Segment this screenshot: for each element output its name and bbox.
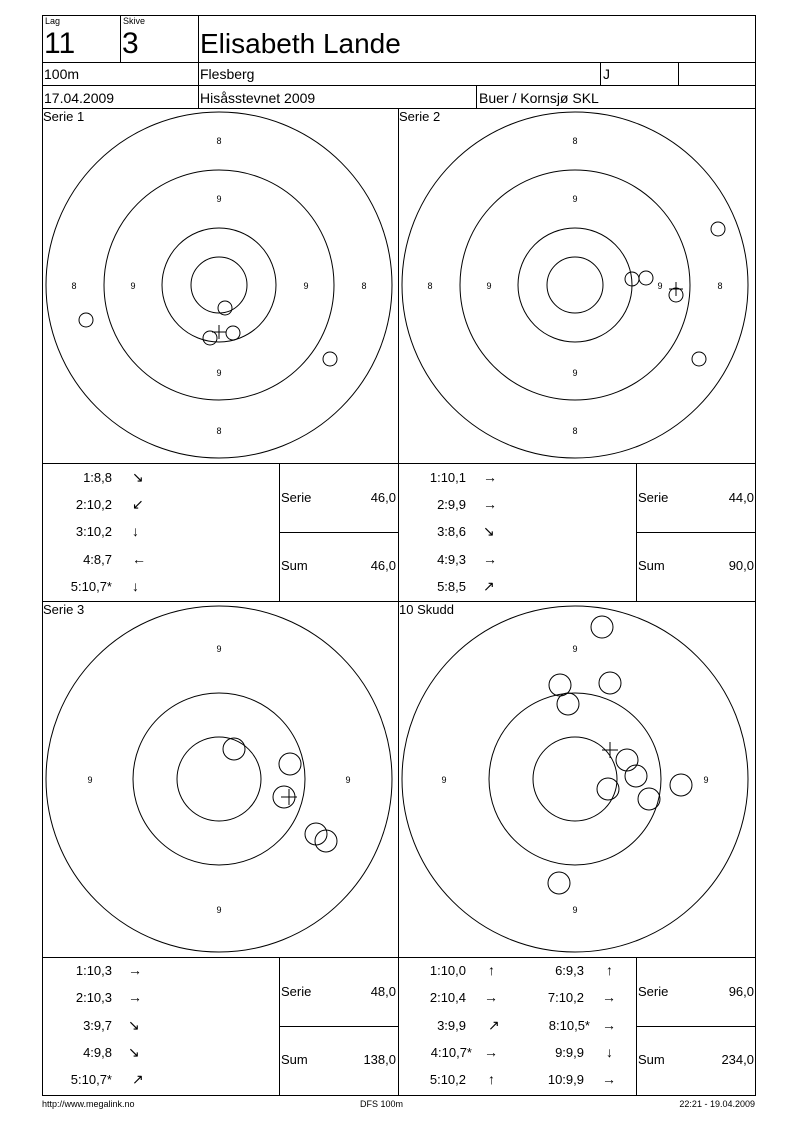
shot-row: 4:10,7* (430, 1045, 472, 1060)
serie-value: 96,0 (728, 984, 754, 999)
direction-arrow-icon: → (483, 496, 497, 512)
ring-label-9-bottom: 9 (216, 905, 222, 915)
ring-9 (104, 170, 334, 400)
shot-10 (548, 872, 570, 894)
direction-arrow-icon: → (128, 989, 142, 1005)
ring-label-9-bottom: 9 (572, 368, 578, 378)
sum-value: 90,0 (728, 558, 754, 573)
shot-row: 1:8,8 (83, 470, 112, 485)
direction-arrow-icon: ↑ (488, 962, 495, 978)
group-center-cross (669, 282, 683, 296)
distance: 100m (44, 66, 80, 82)
shot-4 (79, 313, 93, 327)
group-center-cross (281, 789, 297, 805)
direction-arrow-icon: ↘ (132, 469, 144, 485)
shot-row: 6:9,3 (555, 963, 584, 978)
direction-arrow-icon: → (484, 1044, 498, 1060)
footer-timestamp: 22:21 - 19.04.2009 (679, 1099, 755, 1109)
panel-title-serie-2: Serie 2 (399, 109, 441, 124)
ring-9 (46, 606, 392, 952)
serie-value: 48,0 (370, 984, 396, 999)
shot-5 (616, 749, 638, 771)
ring-label-8-left: 8 (71, 281, 77, 291)
shot-row: 2:10,4 (429, 990, 466, 1005)
ring-label-9-left: 9 (441, 775, 447, 785)
direction-arrow-icon: ↗ (483, 578, 495, 594)
direction-arrow-icon: ↓ (132, 578, 139, 594)
ring-label-9-bottom: 9 (572, 905, 578, 915)
direction-arrow-icon: ↓ (606, 1044, 613, 1060)
serie-label: Serie (281, 490, 312, 505)
sum-value: 138,0 (363, 1052, 396, 1067)
direction-arrow-icon: → (602, 989, 616, 1005)
ring-8 (402, 112, 748, 458)
ring-10 (489, 693, 661, 865)
shot-row: 9:9,9 (555, 1045, 584, 1060)
ring-9 (402, 606, 748, 952)
direction-arrow-icon: → (602, 1017, 616, 1033)
shot-row: 10:9,9 (547, 1072, 584, 1087)
ring-label-8-right: 8 (361, 281, 367, 291)
direction-arrow-icon: → (483, 469, 497, 485)
date: 17.04.2009 (44, 90, 115, 106)
serie-value: 46,0 (370, 490, 396, 505)
ring-label-8-top: 8 (216, 136, 222, 146)
direction-arrow-icon: → (602, 1071, 616, 1087)
direction-arrow-icon: ↗ (132, 1071, 144, 1087)
shot-1 (591, 616, 613, 638)
ring-label-9-right: 9 (657, 281, 663, 291)
direction-arrow-icon: ↘ (128, 1044, 140, 1060)
footer-url[interactable]: http://www.megalink.no (42, 1099, 135, 1109)
panel-title-serie-1: Serie 1 (43, 109, 85, 124)
ring-label-8-bottom: 8 (216, 426, 222, 436)
shooter-name: Elisabeth Lande (200, 28, 401, 59)
direction-arrow-icon: ↘ (128, 1017, 140, 1033)
ring-label-9-top: 9 (216, 194, 222, 204)
shot-row: 2:10,2 (75, 497, 112, 512)
shot-3 (599, 672, 621, 694)
ring-label-9-left: 9 (130, 281, 136, 291)
ring-label-9-left: 9 (87, 775, 93, 785)
shot-row: 8:10,5* (548, 1018, 590, 1033)
ring-label-9-top: 9 (572, 194, 578, 204)
group-center-cross (602, 742, 618, 758)
lag-label: Lag (45, 16, 61, 26)
ring-label-9-right: 9 (303, 281, 309, 291)
direction-arrow-icon: ↓ (132, 523, 139, 539)
panel-title-serie-3: Serie 3 (43, 602, 85, 617)
sum-value: 46,0 (370, 558, 396, 573)
skive-value: 3 (122, 27, 139, 60)
shot-row: 5:10,7* (70, 1072, 112, 1087)
sum-label: Sum (638, 558, 665, 573)
shot-2 (639, 271, 653, 285)
place: Flesberg (200, 66, 255, 82)
shot-9 (670, 774, 692, 796)
shot-row: 5:10,2 (429, 1072, 466, 1087)
shot-3 (315, 830, 337, 852)
ring-10 (518, 228, 632, 342)
direction-arrow-icon: ↑ (488, 1071, 495, 1087)
shot-row: 1:10,0 (429, 963, 466, 978)
ring-10 (162, 228, 276, 342)
sum-value: 234,0 (721, 1052, 754, 1067)
shot-1 (279, 753, 301, 775)
shot-row: 1:10,3 (75, 963, 112, 978)
sum-label: Sum (281, 1052, 308, 1067)
ring-10 (133, 693, 305, 865)
shot-5 (223, 738, 245, 760)
target-serie-2 (398, 108, 756, 463)
shot-1 (323, 352, 337, 366)
shot-4 (305, 823, 327, 845)
shot-row: 1:10,1 (429, 470, 466, 485)
sum-label: Sum (281, 558, 308, 573)
shot-row: 3:9,7 (83, 1018, 112, 1033)
target-serie-1 (42, 108, 398, 463)
ring-label-8-bottom: 8 (572, 426, 578, 436)
serie-label: Serie (638, 490, 669, 505)
ring-label-9-top: 9 (572, 644, 578, 654)
shot-5 (711, 222, 725, 236)
direction-arrow-icon: → (483, 551, 497, 567)
footer-center: DFS 100m (360, 1099, 404, 1109)
ring-8 (46, 112, 392, 458)
direction-arrow-icon: → (484, 989, 498, 1005)
direction-arrow-icon: ↙ (132, 496, 144, 512)
direction-arrow-icon: ↗ (488, 1017, 500, 1033)
shot-row: 2:9,9 (437, 497, 466, 512)
skive-label: Skive (123, 16, 146, 26)
serie-label: Serie (638, 984, 669, 999)
ring-label-8-left: 8 (427, 281, 433, 291)
serie-value: 44,0 (728, 490, 754, 505)
ring-label-9-bottom: 9 (216, 368, 222, 378)
ring-label-9-right: 9 (345, 775, 351, 785)
ring-label-9-left: 9 (486, 281, 492, 291)
target-10-skudd (398, 601, 756, 957)
shot-row: 3:8,6 (437, 524, 466, 539)
shot-5 (203, 331, 217, 345)
class: J (603, 66, 610, 82)
ring-9 (460, 170, 690, 400)
shot-row: 4:8,7 (83, 552, 112, 567)
direction-arrow-icon: → (128, 962, 142, 978)
inner-ten-ring (177, 737, 261, 821)
shot-4 (557, 693, 579, 715)
shot-6 (625, 765, 647, 787)
sum-label: Sum (638, 1052, 665, 1067)
shot-row: 7:10,2 (547, 990, 584, 1005)
shot-row: 4:9,3 (437, 552, 466, 567)
ring-label-9-right: 9 (703, 775, 709, 785)
shot-row: 5:8,5 (437, 579, 466, 594)
direction-arrow-icon: ← (132, 551, 146, 567)
lag-value: 11 (44, 27, 76, 60)
ring-label-9-top: 9 (216, 644, 222, 654)
group-center-cross (212, 325, 226, 339)
serie-label: Serie (281, 984, 312, 999)
direction-arrow-icon: ↑ (606, 962, 613, 978)
ring-label-8-top: 8 (572, 136, 578, 146)
target-serie-3 (42, 601, 398, 957)
ring-label-8-right: 8 (717, 281, 723, 291)
panel-title-10-skudd: 10 Skudd (399, 602, 454, 617)
direction-arrow-icon: ↘ (483, 523, 495, 539)
shot-row: 3:9,9 (437, 1018, 466, 1033)
shot-2 (218, 301, 232, 315)
shot-row: 3:10,2 (75, 524, 112, 539)
shot-row: 4:9,8 (83, 1045, 112, 1060)
shot-row: 5:10,7* (70, 579, 112, 594)
shot-row: 2:10,3 (75, 990, 112, 1005)
inner-ten-ring (547, 257, 603, 313)
shot-3 (226, 326, 240, 340)
shot-8 (638, 788, 660, 810)
event-name: Hisåsstevnet 2009 (200, 90, 316, 106)
shot-3 (692, 352, 706, 366)
club-name: Buer / Kornsjø SKL (479, 90, 599, 106)
